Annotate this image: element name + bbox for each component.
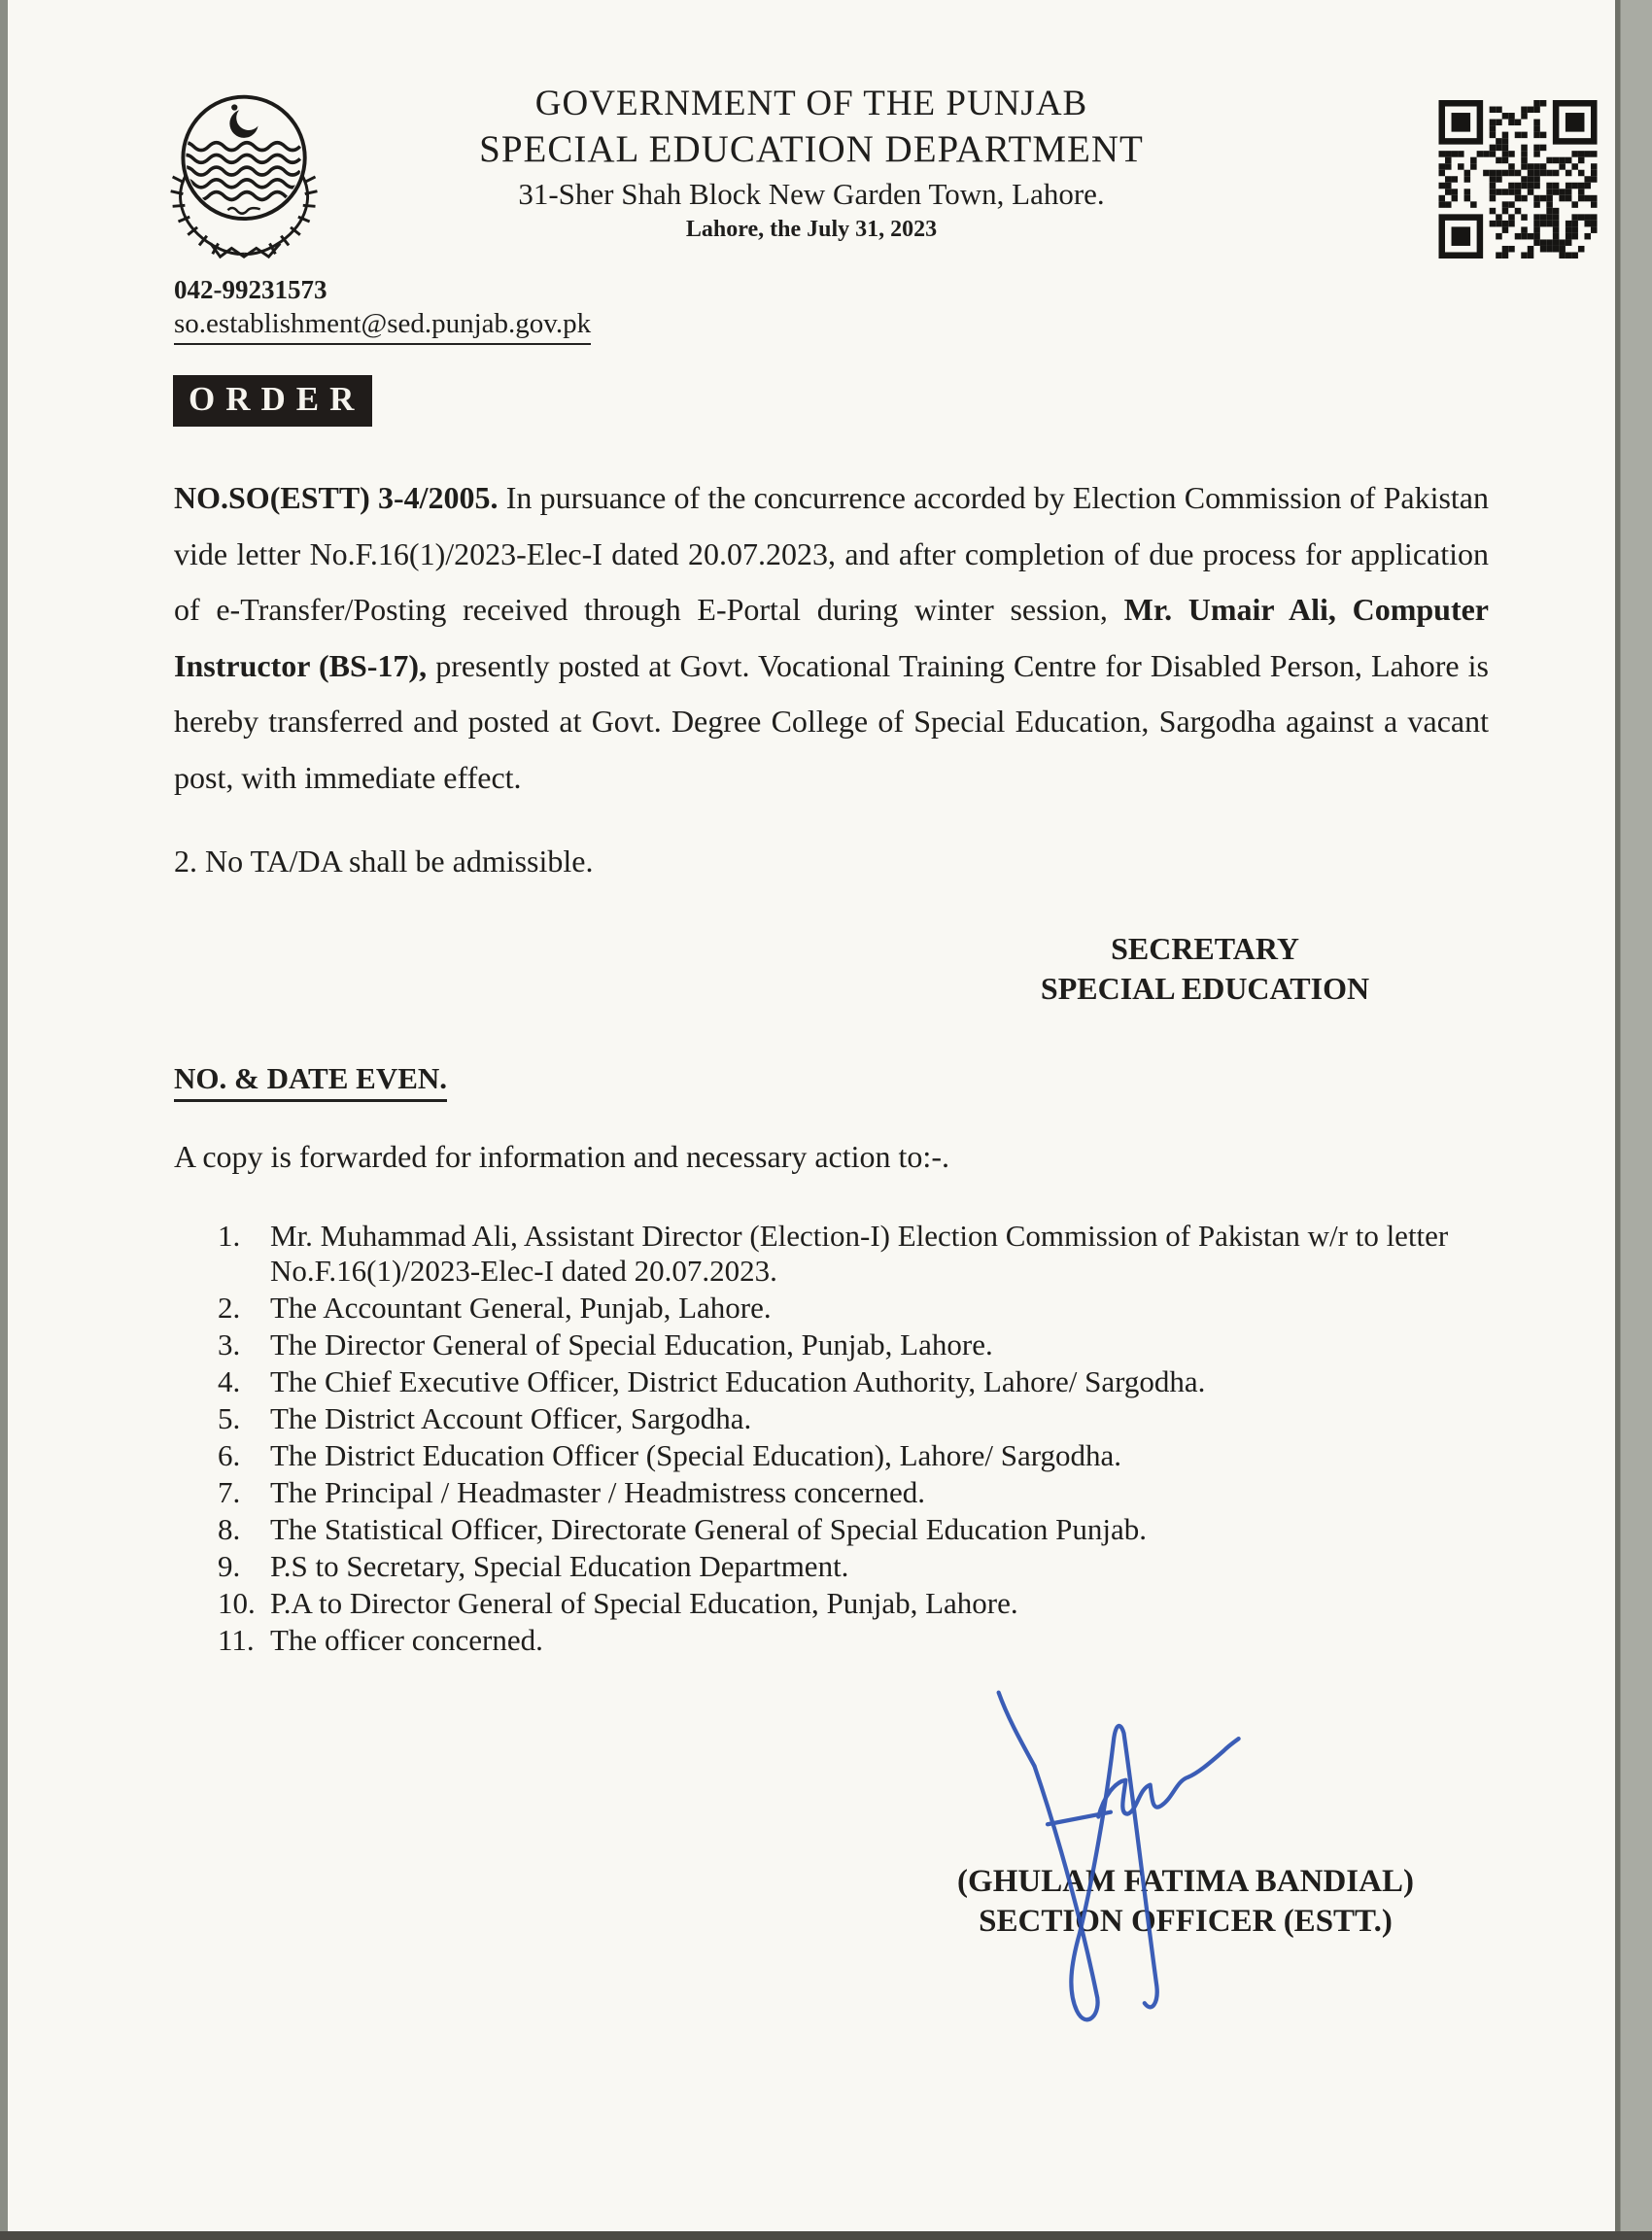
officer-name-bold: Mr. Umair Ali, Computer Instructor (BS-17), [174,592,1490,683]
list-item [218,1475,1452,1510]
letter-date: Lahore, the July 31, 2023 [685,217,938,242]
list-item-text: The Statistical Officer, Directorate General of Special Education Punjab. [270,1512,1148,1546]
phone-number: 042-99231573 [174,275,327,304]
list-item-text: Mr. Muhammad Ali, Assistant Director (Election-I) Election Commission of Pakistan w/r to letter No.F.16(1)/2023-Elec-I dated 20.07.2023. [270,1219,1449,1288]
list-item-number: 10. [218,1586,256,1620]
punjab-crest-icon [152,84,342,271]
list-item [218,1549,1452,1584]
list-item-text: The officer concerned. [270,1623,543,1657]
org-address: 31-Sher Shah Block New Garden Town, Lahore. [518,177,1105,211]
paragraph-text-a: In pursuance of the concurrence accorded by Election Commission of Pakistan vide letter No.F.16(1)/2023-Elec-I dated 20.07.2023, and after completion of due process for application of e-Transfer/Posting received through E-Portal during winter session, [174,480,1490,627]
list-item [218,1512,1452,1547]
list-item [218,1291,1452,1326]
list-item [218,1401,1452,1436]
list-item [218,1219,1452,1289]
list-item-text: The Chief Executive Officer, District Education Authority, Lahore/ Sargodha. [270,1364,1206,1398]
order-heading: ORDER [173,375,372,427]
org-name-line2: SPECIAL EDUCATION DEPARTMENT [479,128,1144,170]
list-item-text: The District Account Officer, Sargodha. [270,1401,752,1435]
signatory-authority-line2: SPECIAL EDUCATION [1040,971,1370,1006]
scan-edge-right [1615,0,1652,2240]
list-item [218,1364,1452,1399]
handwritten-signature-icon [957,1683,1258,2046]
list-item-number: 5. [218,1401,241,1435]
list-item-number: 9. [218,1549,241,1583]
scan-edge-bottom [0,2231,1652,2240]
signatory-name: (GHULAM FATIMA BANDIAL) [957,1864,1414,1899]
list-item-number: 6. [218,1438,241,1472]
order-paragraph [174,470,1489,806]
scan-edge-left [0,0,8,2240]
list-item-number: 2. [218,1291,241,1325]
tada-clause: 2. No TA/DA shall be admissible. [174,844,594,879]
email-address: so.establishment@sed.punjab.gov.pk [174,306,591,345]
even-date-heading: NO. & DATE EVEN. [174,1061,447,1102]
qr-code-icon [1435,100,1600,263]
list-item [218,1623,1452,1658]
distribution-list [218,1219,1452,1660]
org-name-line1: GOVERNMENT OF THE PUNJAB [534,84,1088,123]
list-item-number: 4. [218,1364,241,1398]
list-item-number: 11. [218,1623,255,1657]
forwarding-line: A copy is forwarded for information and necessary action to:-. [174,1139,949,1174]
reference-number: NO.SO(ESTT) 3-4/2005. [174,480,499,515]
paragraph-text-b: presently posted at Govt. Vocational Training Centre for Disabled Person, Lahore is hereby transferred and posted at Govt. Degree College of Special Education, Sargodha against a vacant post, with immediate effect. [174,647,1490,795]
contact-block [174,273,591,345]
list-item-number: 8. [218,1512,241,1546]
signatory-title: SECTION OFFICER (ESTT.) [979,1904,1393,1939]
list-item-text: P.S to Secretary, Special Education Department. [270,1549,849,1583]
signatory-authority-line1: SECRETARY [1111,931,1299,966]
list-item-text: The District Education Officer (Special Education), Lahore/ Sargodha. [270,1438,1122,1472]
list-item [218,1586,1452,1621]
list-item [218,1327,1452,1362]
list-item-text: P.A to Director General of Special Education, Punjab, Lahore. [270,1586,1018,1620]
list-item [218,1438,1452,1473]
list-item-text: The Director General of Special Education, Punjab, Lahore. [270,1327,993,1361]
list-item-number: 7. [218,1475,241,1509]
list-item-number: 3. [218,1327,241,1361]
list-item-text: The Accountant General, Punjab, Lahore. [270,1291,772,1325]
signatory-authority [962,929,1448,1009]
list-item-text: The Principal / Headmaster / Headmistress concerned. [270,1475,926,1509]
letterhead [408,82,1215,244]
list-item-number: 1. [218,1219,241,1253]
